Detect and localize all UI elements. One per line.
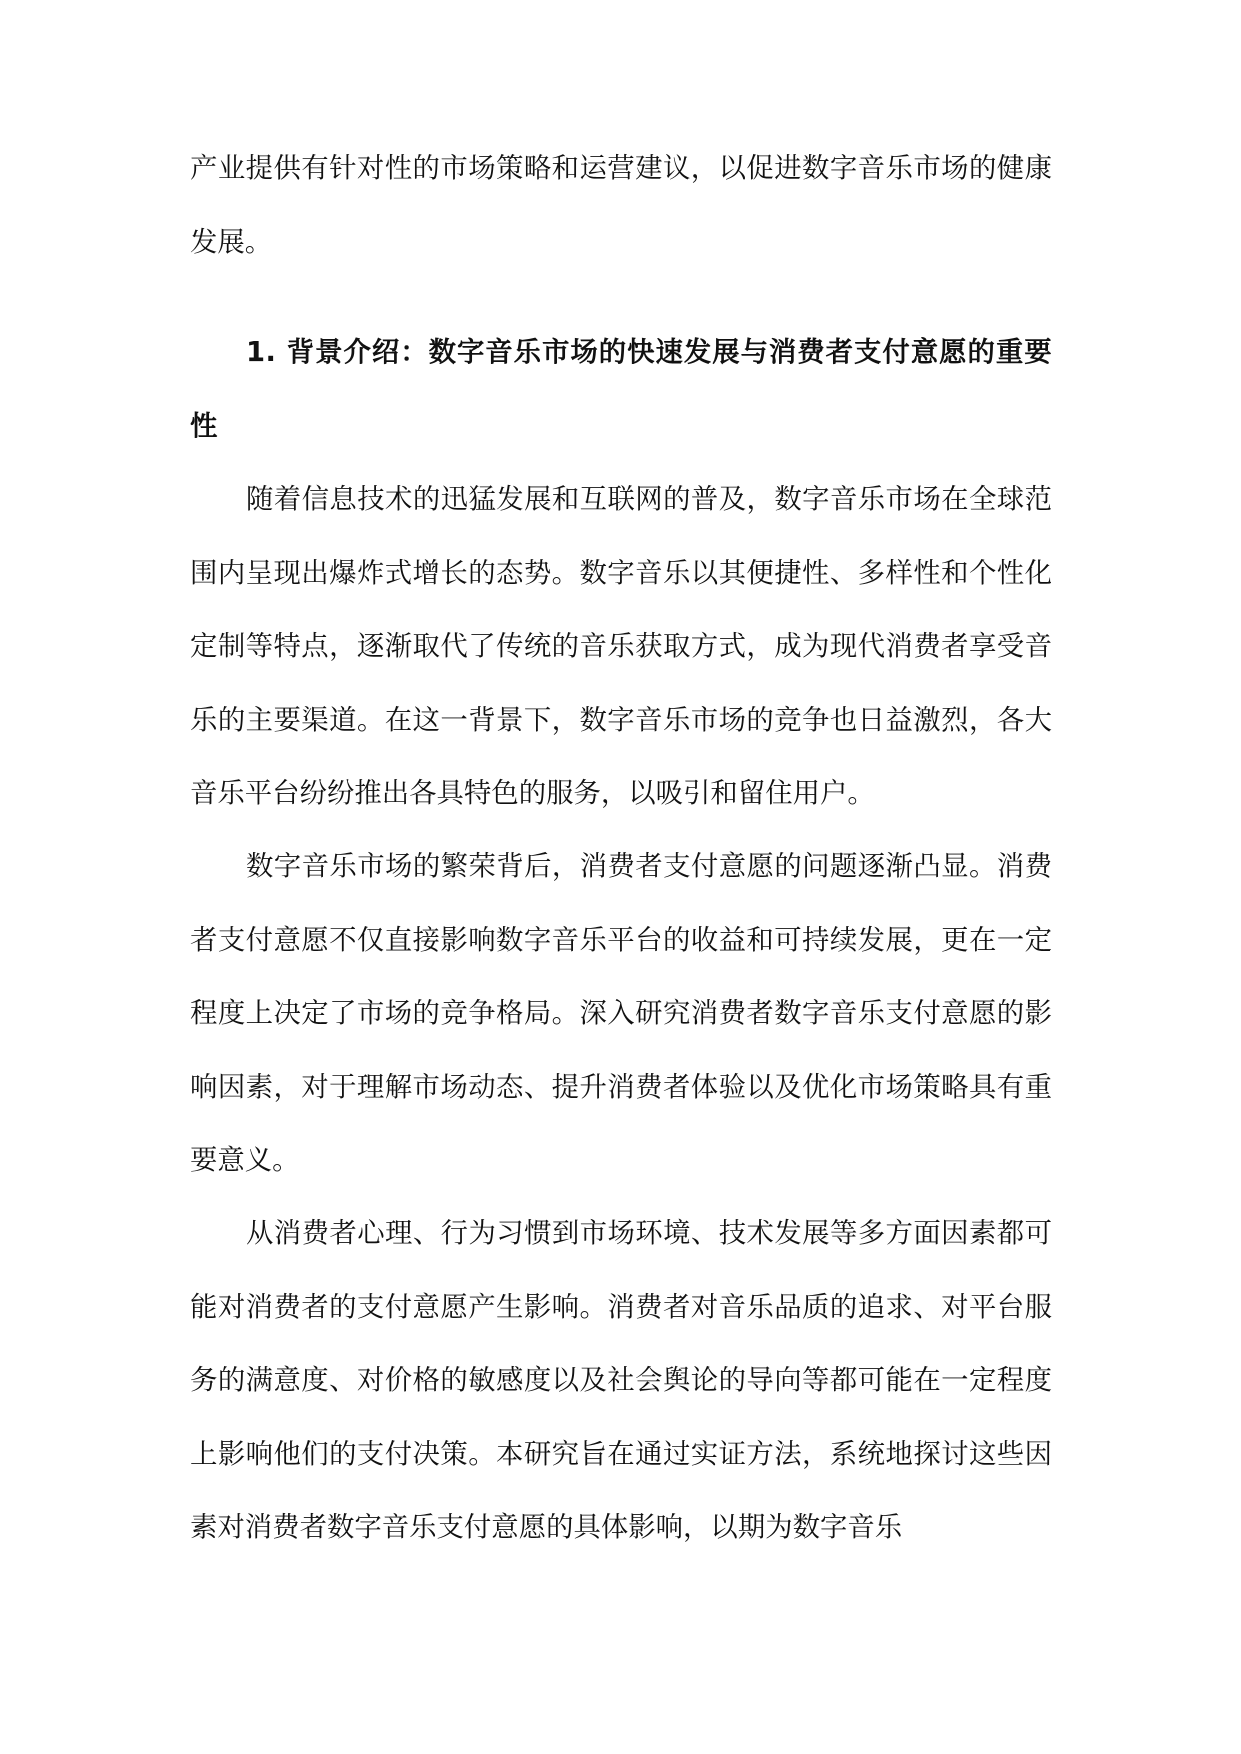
body-paragraph-2: 数字音乐市场的繁荣背后，消费者支付意愿的问题逐渐凸显。消费者支付意愿不仅直接影响数字音乐平台的收益和可持续发展，更在一定程度上决定了市场的竞争格局。深入研究消费者数字音乐支付意愿的影响因素，对于理解市场动态、提升消费者体验以及优化市场策略具有重要意义。 xyxy=(190,851,1052,1176)
body-paragraph-3: 从消费者心理、行为习惯到市场环境、技术发展等多方面因素都可能对消费者的支付意愿产生影响。消费者对音乐品质的追求、对平台服务的满意度、对价格的敏感度以及社会舆论的导向等都可能在一定程度上影响他们的支付决策。本研究旨在通过实证方法，系统地探讨这些因素对消费者数字音乐支付意愿的具体影响，以期为数字音乐 xyxy=(190,1218,1052,1543)
intro-paragraph: 产业提供有针对性的市场策略和运营建议，以促进数字音乐市场的健康发展。 xyxy=(190,153,1052,258)
body-paragraph-1: 随着信息技术的迅猛发展和互联网的普及，数字音乐市场在全球范围内呈现出爆炸式增长的态势。数字音乐以其便捷性、多样性和个性化定制等特点，逐渐取代了传统的音乐获取方式，成为现代消费者享受音乐的主要渠道。在这一背景下，数字音乐市场的竞争也日益激烈，各大音乐平台纷纷推出各具特色的服务，以吸引和留住用户。 xyxy=(190,484,1052,809)
section-heading: 1. 背景介绍：数字音乐市场的快速发展与消费者支付意愿的重要性 xyxy=(190,337,1052,442)
